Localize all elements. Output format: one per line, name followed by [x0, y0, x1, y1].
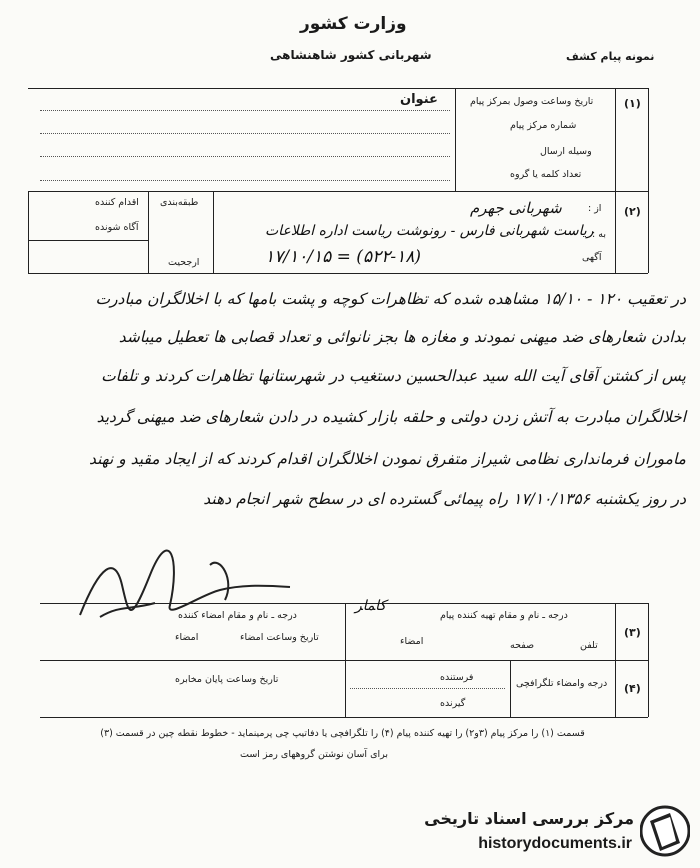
- watermark-org: مرکز بررسی اسناد تاریخی: [424, 809, 634, 828]
- ministry-title: وزارت کشور: [300, 14, 407, 34]
- sign-label: امضاء: [175, 632, 199, 643]
- signer-label: درجه ـ نام و مقام امضاء کننده: [178, 610, 297, 621]
- message-line: در تعقیب ۱۲۰ - ۱۵/۱۰ مشاهده شده که تظاهرات کوچه و پشت بامها که با اخلالگران مبادرت: [95, 290, 686, 308]
- section1-number: (۱): [624, 97, 641, 110]
- field-send-method: وسیله ارسال: [540, 146, 592, 157]
- subject-label: عنوان: [400, 92, 438, 107]
- watermark: [400, 803, 690, 861]
- field-receive-time: تاریخ وساعت وصول بمرکز پیام: [470, 96, 594, 107]
- priority-label: ارجحیت: [168, 257, 200, 268]
- preparer-signature: ﻛﺎﻤﺎﺮ: [355, 598, 387, 614]
- action-label: اقدام کننده: [95, 197, 139, 208]
- message-line: ماموران فرمانداری نظامی شیراز متفرق نمودن اخلالگران اقدام کردند که از ایجاد مقید و نهند: [89, 450, 686, 468]
- field-center-number: شماره مرکز پیام: [510, 120, 577, 131]
- notice-value: (۵۲۲-۱۸) = ۱۷/۱۰/۱۵: [265, 247, 421, 267]
- notice-label: آگهی: [582, 252, 602, 263]
- message-line: در روز یکشنبه ۱۷/۱۰/۱۳۵۶ راه پیمائی گسترده ای در سطح شهر انجام دهند: [203, 490, 686, 508]
- info-label: آگاه شونده: [95, 222, 139, 233]
- receiver-label: گیرنده: [440, 698, 466, 709]
- to-value: ریاست شهربانی فارس - رونوشت ریاست اداره اطلاعات: [265, 223, 594, 239]
- signature-date-label: تاریخ وساعت امضاء: [240, 632, 319, 643]
- section4-number: (۴): [624, 682, 641, 695]
- form-sample-label: نمونه پیام کشف: [566, 50, 655, 63]
- telegraph-label: درجه وامضاء تلگرافچی: [516, 678, 608, 689]
- message-body: [10, 280, 686, 530]
- page-label: صفحه: [510, 640, 535, 651]
- message-line: پس از کشتن آقای آیت الله سید عبدالحسین دستغیب در شهرستانها تظاهرات کردند و تلفات: [101, 367, 686, 385]
- footer-note-2: برای آسان نوشتن گروههای رمز است: [240, 749, 389, 760]
- message-line: بدادن شعارهای ضد میهنی نمودند و مغازه ها بجز نانوائی و تعداد قصابی ها تعطیل میباشد: [118, 328, 686, 346]
- from-value: شهربانی جهرم: [470, 199, 562, 217]
- section2-number: (۲): [624, 205, 641, 218]
- to-label: به :: [592, 229, 606, 240]
- message-line: اخلالگران مبادرت به آتش زدن دولتی و حلقه بازار کشیده در دادن شعارهای ضد میهنی گردید: [96, 408, 686, 426]
- classification-label: طبقه‌بندی: [160, 197, 199, 208]
- from-label: از :: [588, 203, 602, 214]
- comm-end-label: تاریخ وساعت پایان مخابره: [175, 674, 279, 685]
- section3-number: (۳): [624, 626, 641, 639]
- police-title: شهربانی کشور شاهنشاهی: [270, 48, 432, 62]
- phone-label: تلفن: [580, 640, 598, 651]
- preparer-label: درجه ـ نام و مقام تهیه کننده پیام: [440, 610, 568, 621]
- watermark-logo-icon: [640, 803, 690, 859]
- sender-label: فرستنده: [440, 672, 474, 683]
- watermark-site: historydocuments.ir: [478, 835, 632, 852]
- signature-label: امضاء: [400, 636, 424, 647]
- footer-note: قسمت (۱) را مرکز پیام (۳و۲) را تهیه کننده پیام (۴) را تلگرافچی یا دفاتیپ چی پرمینماید - خطوط نقطه چین در قسمت (۳): [100, 728, 585, 739]
- field-word-count: تعداد کلمه یا گروه: [510, 169, 582, 180]
